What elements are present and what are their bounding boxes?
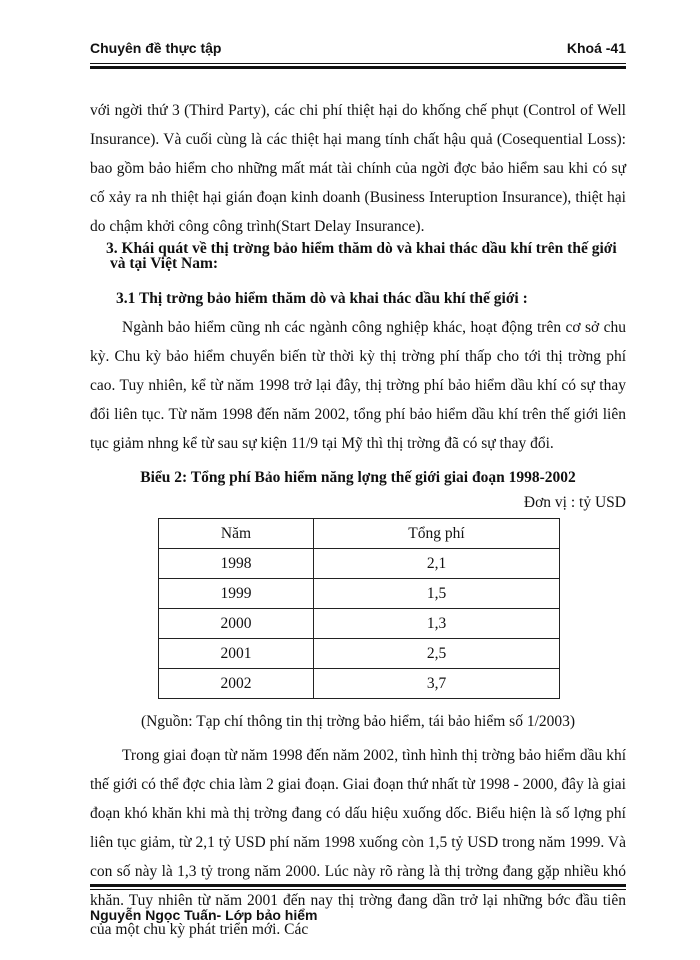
premium-table (158, 518, 560, 699)
total-cell: 1,5 (314, 579, 560, 609)
header-title: Chuyên đề thực tập (90, 40, 222, 56)
column-header-total: Tổng phí (314, 519, 560, 549)
table-header-row (159, 519, 560, 549)
year-cell: 2000 (159, 609, 314, 639)
total-cell: 2,5 (314, 639, 560, 669)
footer-rule (90, 884, 626, 890)
year-cell: 2001 (159, 639, 314, 669)
year-cell: 1998 (159, 549, 314, 579)
section-heading-3: 3. Khái quát về thị trờng bảo hiểm thăm dò và khai thác dầu khí trên thế giới và tại Việt Nam: (106, 240, 617, 272)
total-cell: 2,1 (314, 549, 560, 579)
table-row (159, 609, 560, 639)
page-header (90, 40, 626, 60)
section-heading-3-1: 3.1 Thị trờng bảo hiểm thăm dò và khai thác dầu khí thế giới : (116, 290, 528, 307)
intro-paragraph: với ngời thứ 3 (Third Party), các chi phí thiệt hại do khống chế phụt (Control of Well Insurance). Và cuối cùng là các thiệt hại mang tính chất hậu quả (Cosequential Loss): bao gồm bảo hiểm cho những mất mát tài chính của ngời đợc bảo hiểm sau khi có sự cố xảy ra nh thiệt hại gián đoạn kinh doanh (Business Interuption Insurance), thiệt hại do chậm khởi công công trình(Start Delay Insurance). (90, 102, 626, 235)
total-cell: 3,7 (314, 669, 560, 699)
year-cell: 1999 (159, 579, 314, 609)
table-unit: Đơn vị : tỷ USD (523, 494, 626, 511)
table-row (159, 549, 560, 579)
paragraph-1: Ngành bảo hiểm cũng nh các ngành công nghiệp khác, hoạt động trên cơ sở chu kỳ. Chu kỳ bảo hiểm chuyển biến từ thời kỳ thị trờng phí thấp cho tới thị trờng phí cao. Tuy nhiên, kể từ năm 1998 trở lại đây, thị trờng phí bảo hiểm dầu khí có sự thay đổi liên tục. Từ năm 1998 đến năm 2002, tổng phí bảo hiểm dầu khí trên thế giới liên tục giảm nhng kể từ sau sự kiện 11/9 tại Mỹ thì thị trờng đã có sự thay đổi. (90, 319, 626, 452)
table-source: (Nguồn: Tạp chí thông tin thị trờng bảo hiểm, tái bảo hiểm số 1/2003) (140, 713, 576, 730)
header-rule (90, 63, 626, 69)
table-caption: Biểu 2: Tổng phí Bảo hiểm năng lợng thế giới giai đoạn 1998-2002 (140, 469, 576, 486)
table-row (159, 579, 560, 609)
paragraph-2: Trong giai đoạn từ năm 1998 đến năm 2002, tình hình thị trờng bảo hiểm dầu khí thế giới có thể đợc chia làm 2 giai đoạn. Giai đoạn thứ nhất từ 1998 - 2000, đây là giai đoạn khó khăn khi mà thị trờng đang có dấu hiệu xuống dốc. Biểu hiện là số lợng phí liên tục giảm, từ 2,1 tỷ USD phí năm 1998 xuống còn 1,5 tỷ USD trong năm 1999. Và con số này là 1,3 tỷ trong năm 2000. Lúc này rõ ràng là thị trờng đang gặp nhiều khó khăn. Tuy nhiên từ năm 2001 đến nay thị trờng đang dần trở lại những bớc đầu tiên của một chu kỳ phát triển mới. Các (90, 747, 626, 938)
page-footer: Nguyễn Ngọc Tuấn- Lớp bảo hiểm (90, 907, 318, 923)
year-cell: 2002 (159, 669, 314, 699)
column-header-year: Năm (159, 519, 314, 549)
total-cell: 1,3 (314, 609, 560, 639)
table-row (159, 669, 560, 699)
page-body (90, 96, 626, 944)
header-course: Khoá -41 (566, 40, 626, 56)
table-row (159, 639, 560, 669)
